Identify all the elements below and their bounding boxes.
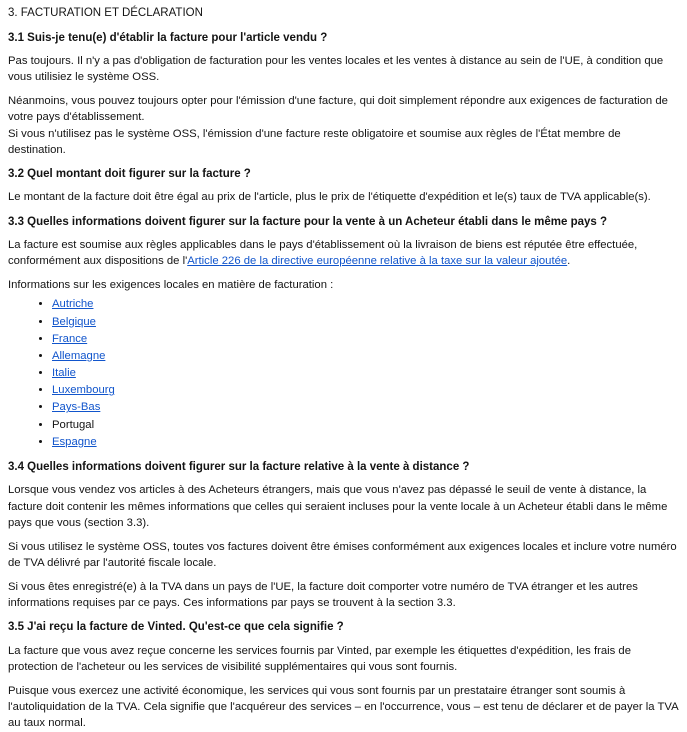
paragraph-3-3-text-after: . — [567, 255, 571, 268]
paragraph-3-1-b: Néanmoins, vous pouvez toujours opter pour l'émission d'une facture, qui doit simplement répondre aux exigences de facturation de votre pays d'établissement. — [8, 95, 668, 124]
heading-3-5: 3.5 J'ai reçu la facture de Vinted. Qu'est-ce que cela signifie ? — [8, 621, 344, 634]
list-item — [52, 296, 679, 313]
country-link-belgique[interactable]: Belgique — [52, 315, 96, 328]
country-invoicing-list — [8, 296, 679, 450]
page-title: 3. FACTURATION ET DÉCLARATION — [8, 7, 203, 19]
list-item — [52, 434, 679, 451]
paragraph-3-3-a — [8, 237, 679, 269]
list-item — [52, 348, 679, 365]
vat-directive-article-226-link[interactable]: Article 226 de la directive européenne relative à la taxe sur la valeur ajoutée — [187, 255, 568, 268]
country-label-portugal: Portugal — [52, 418, 95, 431]
paragraph-3-4-b: Si vous utilisez le système OSS, toutes vos factures doivent être émises conformément aux exigences locales et inclure votre numéro de TVA délivré par l'autorité fiscale locale. — [8, 540, 677, 569]
paragraph-3-5-a: La facture que vous avez reçue concerne les services fournis par Vinted, par exemple les étiquettes d'expédition, les frais de protection de l'acheteur ou les services de visibilité supplémentaires qui vous sont fournis. — [8, 644, 632, 674]
country-link-allemagne[interactable]: Allemagne — [52, 349, 106, 362]
country-list-intro: Informations sur les exigences locales en matière de facturation : — [8, 279, 334, 292]
paragraph-3-1-c: Si vous n'utilisez pas le système OSS, l'émission d'une facture reste obligatoire et soumise aux règles de l'État membre de destination. — [8, 127, 621, 156]
list-item — [52, 417, 679, 434]
country-link-autriche[interactable]: Autriche — [52, 298, 94, 311]
paragraph-3-2-a: Le montant de la facture doit être égal au prix de l'article, plus le prix de l'étiquette d'expédition et le(s) taux de TVA applicable(s). — [8, 191, 651, 204]
country-link-pays-bas[interactable]: Pays-Bas — [52, 401, 101, 414]
paragraph-3-5-b: Puisque vous exercez une activité économique, les services qui vous sont fournis par un prestataire étranger sont soumis à l'autoliquidation de la TVA. Cela signifie que l'acquéreur des services – en l'occurrence, vous – est tenu de déclarer et de payer la TVA au taux normal. — [8, 685, 679, 730]
heading-3-2: 3.2 Quel montant doit figurer sur la facture ? — [8, 167, 251, 180]
paragraph-3-4-c: Si vous êtes enregistré(e) à la TVA dans un pays de l'UE, la facture doit comporter votre numéro de TVA étranger et les autres informations requises par ce pays. Ces informations par pays se trouvent à la section 3.3. — [8, 581, 638, 610]
paragraph-3-4-a: Lorsque vous vendez vos articles à des Acheteurs étrangers, mais que vous n'avez pas dépassé le seuil de vente à distance, la facture doit contenir les mêmes informations que celles qui seraient incluses pour la vente locale à un Acheteur établi dans le même pays que vous (section 3.3). — [8, 484, 668, 529]
heading-3-1: 3.1 Suis-je tenu(e) d'établir la facture pour l'article vendu ? — [8, 31, 328, 44]
heading-3-3: 3.3 Quelles informations doivent figurer sur la facture pour la vente à un Acheteur établi dans le même pays ? — [8, 215, 608, 228]
country-link-italie[interactable]: Italie — [52, 367, 76, 380]
list-item — [52, 314, 679, 331]
paragraph-3-1-a: Pas toujours. Il n'y a pas d'obligation de facturation pour les ventes locales et les ventes à distance au sein de l'UE, à condition que vous utilisiez le système OSS. — [8, 55, 664, 84]
paragraph-3-3-text-before: La facture est soumise aux règles applicables dans le pays d'établissement où la livraison de biens est réputée être effectuée, conformément aux dispositions de l' — [8, 239, 638, 268]
heading-3-4: 3.4 Quelles informations doivent figurer sur la facture relative à la vente à distance ? — [8, 460, 470, 473]
list-item — [52, 365, 679, 382]
country-link-espagne[interactable]: Espagne — [52, 435, 97, 448]
country-link-luxembourg[interactable]: Luxembourg — [52, 384, 115, 397]
list-item — [52, 399, 679, 416]
list-item — [52, 331, 679, 348]
country-link-france[interactable]: France — [52, 332, 88, 345]
list-item — [52, 382, 679, 399]
